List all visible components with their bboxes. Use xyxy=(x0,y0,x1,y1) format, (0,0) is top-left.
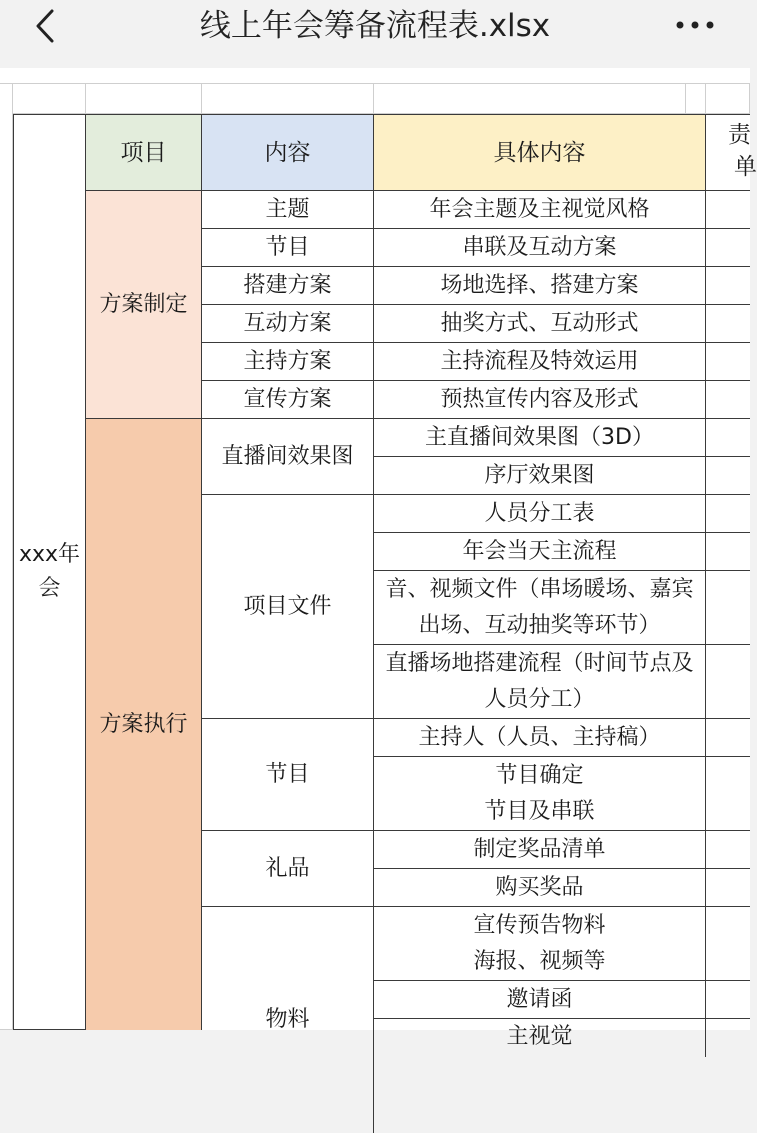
responsible-cell[interactable] xyxy=(706,381,750,419)
responsible-cell[interactable] xyxy=(706,571,750,645)
responsible-cell[interactable] xyxy=(706,305,750,343)
detail-cell[interactable]: 主持流程及特效运用 xyxy=(374,343,706,381)
content-cell[interactable]: 节目 xyxy=(202,719,374,831)
detail-cell[interactable]: 场地选择、搭建方案 xyxy=(374,267,706,305)
content-cell[interactable]: 节目 xyxy=(202,229,374,267)
header-responsible-text-2: 单 xyxy=(734,154,757,180)
responsible-cell[interactable] xyxy=(706,343,750,381)
root-label: xxx年会 xyxy=(18,542,81,601)
responsible-cell[interactable] xyxy=(706,457,750,495)
root-cell[interactable] xyxy=(13,114,86,1030)
responsible-cell[interactable] xyxy=(706,419,750,457)
empty-cell[interactable] xyxy=(13,83,86,114)
content-cell[interactable]: 礼品 xyxy=(202,831,374,907)
header-responsible[interactable] xyxy=(706,114,757,191)
responsible-cell[interactable] xyxy=(706,533,750,571)
content-cell[interactable]: 搭建方案 xyxy=(202,267,374,305)
detail-cell[interactable]: 串联及互动方案 xyxy=(374,229,706,267)
detail-cell[interactable]: 主视觉 xyxy=(374,1019,706,1057)
chevron-left-icon xyxy=(34,8,56,44)
content-cell[interactable]: 物料 xyxy=(202,907,374,1133)
back-button[interactable] xyxy=(30,8,60,44)
detail-cell[interactable]: 抽奖方式、互动形式 xyxy=(374,305,706,343)
detail-cell[interactable]: 节目确定 节目及串联 xyxy=(374,757,706,831)
responsible-cell[interactable] xyxy=(706,981,750,1019)
project-cell[interactable]: 方案制定 xyxy=(86,191,202,419)
top-bar xyxy=(0,0,750,68)
detail-cell[interactable]: 年会当天主流程 xyxy=(374,533,706,571)
content-cell[interactable]: 主题 xyxy=(202,191,374,229)
header-detail[interactable]: 具体内容 xyxy=(374,114,706,191)
empty-cell[interactable] xyxy=(202,83,374,114)
responsible-cell[interactable] xyxy=(706,229,750,267)
empty-cell[interactable] xyxy=(686,83,706,114)
header-item[interactable]: 项目 xyxy=(86,114,202,191)
project-cell[interactable]: 方案执行 xyxy=(86,419,202,1030)
detail-cell[interactable]: 人员分工表 xyxy=(374,495,706,533)
detail-cell[interactable]: 购买奖品 xyxy=(374,869,706,907)
content-cell[interactable]: 直播间效果图 xyxy=(202,419,374,495)
empty-cell[interactable] xyxy=(374,83,686,114)
content-cell[interactable]: 宣传方案 xyxy=(202,381,374,419)
header-content[interactable]: 内容 xyxy=(202,114,374,191)
detail-cell[interactable]: 主持人（人员、主持稿） xyxy=(374,719,706,757)
row-gutter xyxy=(0,83,13,1030)
more-horizontal-icon xyxy=(675,20,715,30)
content-cell[interactable]: 互动方案 xyxy=(202,305,374,343)
responsible-cell[interactable] xyxy=(706,267,750,305)
responsible-cell[interactable] xyxy=(706,719,750,757)
detail-cell[interactable]: 音、视频文件（串场暖场、嘉宾出场、互动抽奖等环节） xyxy=(374,571,706,645)
responsible-cell[interactable] xyxy=(706,757,750,831)
responsible-cell[interactable] xyxy=(706,1019,750,1057)
content-cell[interactable]: 主持方案 xyxy=(202,343,374,381)
responsible-cell[interactable] xyxy=(706,191,750,229)
detail-cell[interactable]: 直播场地搭建流程（时间节点及人员分工） xyxy=(374,645,706,719)
empty-cell[interactable] xyxy=(706,83,750,114)
content-cell[interactable]: 项目文件 xyxy=(202,495,374,719)
document-title: 线上年会筹备流程表.xlsx xyxy=(199,8,551,44)
more-button[interactable] xyxy=(672,10,718,40)
detail-cell[interactable]: 邀请函 xyxy=(374,981,706,1019)
detail-cell[interactable]: 序厅效果图 xyxy=(374,457,706,495)
detail-cell[interactable]: 预热宣传内容及形式 xyxy=(374,381,706,419)
responsible-cell[interactable] xyxy=(706,907,750,981)
empty-cell[interactable] xyxy=(86,83,202,114)
detail-cell[interactable]: 制定奖品清单 xyxy=(374,831,706,869)
detail-cell[interactable]: 年会主题及主视觉风格 xyxy=(374,191,706,229)
responsible-cell[interactable] xyxy=(706,831,750,869)
header-responsible-text: 责 xyxy=(728,122,751,148)
responsible-cell[interactable] xyxy=(706,645,750,719)
detail-cell[interactable]: 主直播间效果图（3D） xyxy=(374,419,706,457)
spreadsheet[interactable] xyxy=(0,68,757,1049)
responsible-cell[interactable] xyxy=(706,495,750,533)
detail-cell[interactable]: 宣传预告物料 海报、视频等 xyxy=(374,907,706,981)
responsible-cell[interactable] xyxy=(706,869,750,907)
